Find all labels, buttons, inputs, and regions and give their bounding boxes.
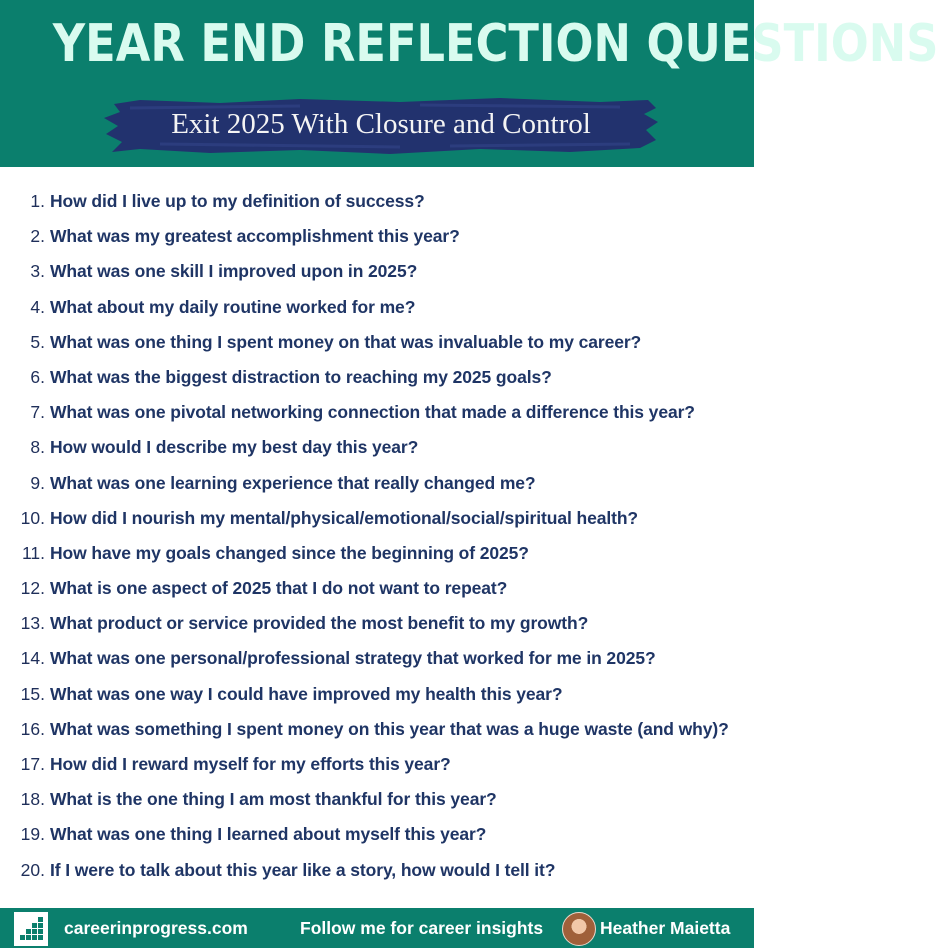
question-number: 5. <box>30 331 45 352</box>
question-number: 7. <box>30 402 45 423</box>
list-item <box>0 536 754 571</box>
list-item <box>0 677 754 712</box>
question-text: What was my greatest accomplishment this year? <box>50 226 460 247</box>
page-title: YEAR END REFLECTION QUESTIONS <box>52 14 938 74</box>
question-number: 19. <box>20 824 45 845</box>
question-number: 17. <box>20 754 45 774</box>
question-text: What was one thing I spent money on that was invaluable to my career? <box>50 331 642 352</box>
list-item <box>0 360 754 395</box>
question-text: How would I describe my best day this year? <box>50 437 419 458</box>
question-number: 16. <box>20 718 45 739</box>
list-item <box>0 254 754 289</box>
question-text: What is the one thing I am most thankful for this year? <box>50 789 497 810</box>
question-text: What was one way I could have improved my health this year? <box>50 683 563 704</box>
question-number: 20. <box>20 859 45 880</box>
question-text: How did I live up to my definition of success? <box>50 191 425 211</box>
question-text: What product or service provided the most benefit to my growth? <box>50 613 589 634</box>
question-number: 13. <box>20 613 45 634</box>
question-text: How did I nourish my mental/physical/emotional/social/spiritual health? <box>50 507 639 528</box>
list-item <box>0 325 754 360</box>
list-item <box>0 501 754 536</box>
list-item <box>0 606 754 641</box>
question-number: 11. <box>21 542 45 563</box>
question-number: 3. <box>30 261 45 282</box>
website-link[interactable]: careerinprogress.com <box>64 918 248 938</box>
question-text: What was one pivotal networking connection that made a difference this year? <box>50 402 695 423</box>
list-item <box>0 290 754 325</box>
question-list <box>0 184 754 888</box>
question-number: 4. <box>30 296 45 317</box>
footer-bar <box>0 908 754 948</box>
question-number: 14. <box>20 648 45 669</box>
question-text: What was one learning experience that really changed me? <box>50 472 536 493</box>
question-number: 9. <box>30 472 45 493</box>
question-number: 1. <box>30 191 45 211</box>
list-item <box>0 817 754 852</box>
question-text: What was one personal/professional strategy that worked for me in 2025? <box>50 648 656 669</box>
question-text: What is one aspect of 2025 that I do not want to repeat? <box>50 578 508 599</box>
avatar <box>562 912 596 946</box>
list-item <box>0 853 754 888</box>
list-item <box>0 395 754 430</box>
list-item <box>0 782 754 817</box>
question-number: 15. <box>20 683 45 704</box>
list-item <box>0 747 754 782</box>
question-number: 8. <box>30 437 45 458</box>
list-item <box>0 184 754 219</box>
question-text: How have my goals changed since the beginning of 2025? <box>50 542 529 563</box>
question-number: 2. <box>30 226 45 247</box>
follow-cta: Follow me for career insights <box>300 918 544 938</box>
author-name: Heather Maietta <box>600 918 731 938</box>
list-item <box>0 571 754 606</box>
question-text: How did I reward myself for my efforts this year? <box>50 754 451 774</box>
page-subtitle: Exit 2025 With Closure and Control <box>171 108 591 140</box>
header-banner <box>0 0 938 167</box>
list-item <box>0 712 754 747</box>
question-number: 18. <box>20 789 45 810</box>
question-text: What was one thing I learned about myself this year? <box>50 824 487 845</box>
question-number: 10. <box>20 507 45 528</box>
question-number: 6. <box>30 366 45 387</box>
list-item <box>0 641 754 676</box>
list-item <box>0 466 754 501</box>
question-text: What about my daily routine worked for me? <box>50 296 416 317</box>
list-item <box>0 430 754 465</box>
question-text: What was one skill I improved upon in 2025? <box>50 261 418 282</box>
question-text: What was something I spent money on this year that was a huge waste (and why)? <box>50 718 729 739</box>
question-text: If I were to talk about this year like a story, how would I tell it? <box>50 859 556 880</box>
question-text: What was the biggest distraction to reaching my 2025 goals? <box>50 366 552 387</box>
bar-chart-logo-icon <box>14 912 48 946</box>
list-item <box>0 219 754 254</box>
question-number: 12. <box>20 578 45 599</box>
